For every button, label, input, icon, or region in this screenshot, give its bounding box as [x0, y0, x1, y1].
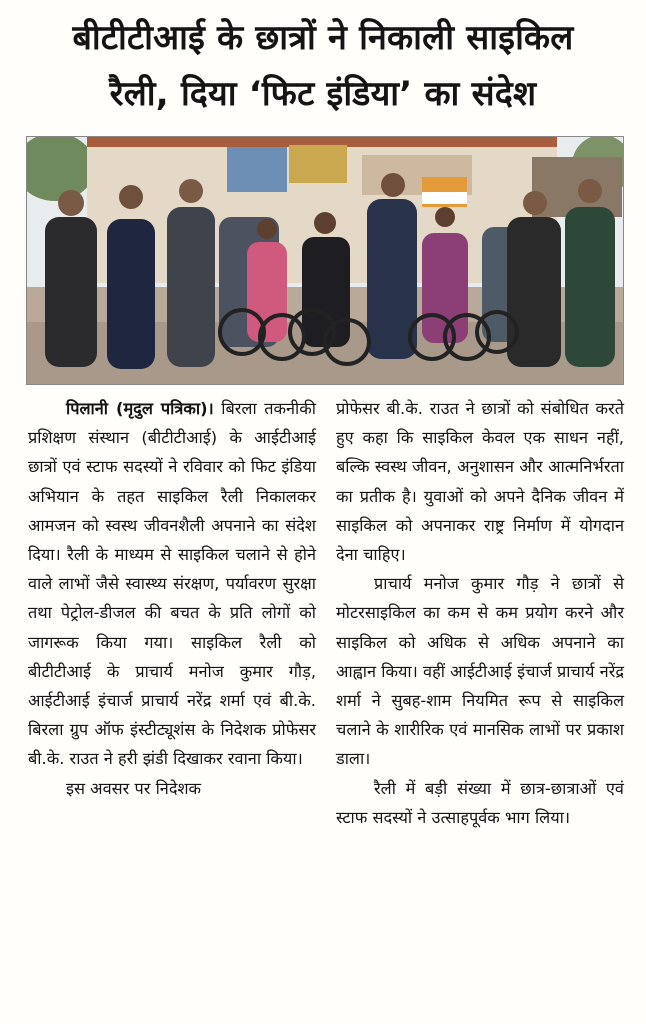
- article-column-right: [336, 394, 624, 832]
- headline-line-2: रैली, दिया ‘फिट इंडिया’ का संदेश: [109, 74, 537, 114]
- group-photo: [26, 136, 624, 385]
- cycle-rally-photo: [27, 137, 623, 384]
- article-paragraph: [28, 394, 316, 774]
- dateline: पिलानी (मृदुल पत्रिका)।: [66, 399, 214, 418]
- article-paragraph: इस अवसर पर निदेशक: [66, 778, 202, 798]
- headline: [18, 10, 628, 122]
- article-column-left: [28, 394, 316, 803]
- article-paragraph: रैली में बड़ी संख्या में छात्र-छात्राओं एवं स्टाफ सदस्यों ने उत्साहपूर्वक भाग लिया।: [336, 778, 624, 827]
- article-paragraph: प्राचार्य मनोज कुमार गौड़ ने छात्रों से मोटरसाइकिल का कम से कम प्रयोग करने और साइकिल को अधिक से अधिक अपनाने का आह्वान किया। वहीं आईटीआई इंचार्ज प्राचार्य नरेंद्र शर्मा ने सुबह-शाम नियमित रूप से साइकिल चलाने के शारीरिक एवं मानसिक लाभों पर प्रकाश डाला।: [336, 574, 624, 769]
- headline-line-1: बीटीटीआई के छात्रों ने निकाली साइकिल: [72, 18, 574, 58]
- article-paragraph: प्रोफेसर बी.के. राउत ने छात्रों को संबोधित करते हुए कहा कि साइकिल केवल एक साधन नहीं, बल्कि स्वस्थ जीवन, अनुशासन और आत्मनिर्भरता का प्रतीक है। युवाओं को अपने दैनिक जीवन में साइकिल को अपनाकर राष्ट्र निर्माण में योगदान देना चाहिए।: [336, 399, 624, 565]
- paragraph-text: बिरला तकनीकी प्रशिक्षण संस्थान (बीटीटीआई) के आईटीआई छात्रों एवं स्टाफ सदस्यों ने रविवार को फिट इंडिया अभियान के तहत साइकिल रैली निकालकर आमजन को स्वस्थ जीवनशैली अपनाने का संदेश दिया। रैली के माध्यम से साइकिल चलाने से होने वाले लाभों जैसे स्वास्थ्य संरक्षण, पर्यावरण सुरक्षा तथा पेट्रोल-डीजल की बचत के प्रति लोगों को जागरूक किया गया। साइकिल रैली को बीटीटीआई के प्राचार्य मनोज कुमार गौड़, आईटीआई इंचार्ज प्राचार्य नरेंद्र शर्मा एवं बी.के. बिरला ग्रुप ऑफ इंस्टीट्यूशंस के निदेशक प्रोफेसर बी.के. राउत ने हरी झंडी दिखाकर रवाना किया।: [28, 399, 316, 769]
